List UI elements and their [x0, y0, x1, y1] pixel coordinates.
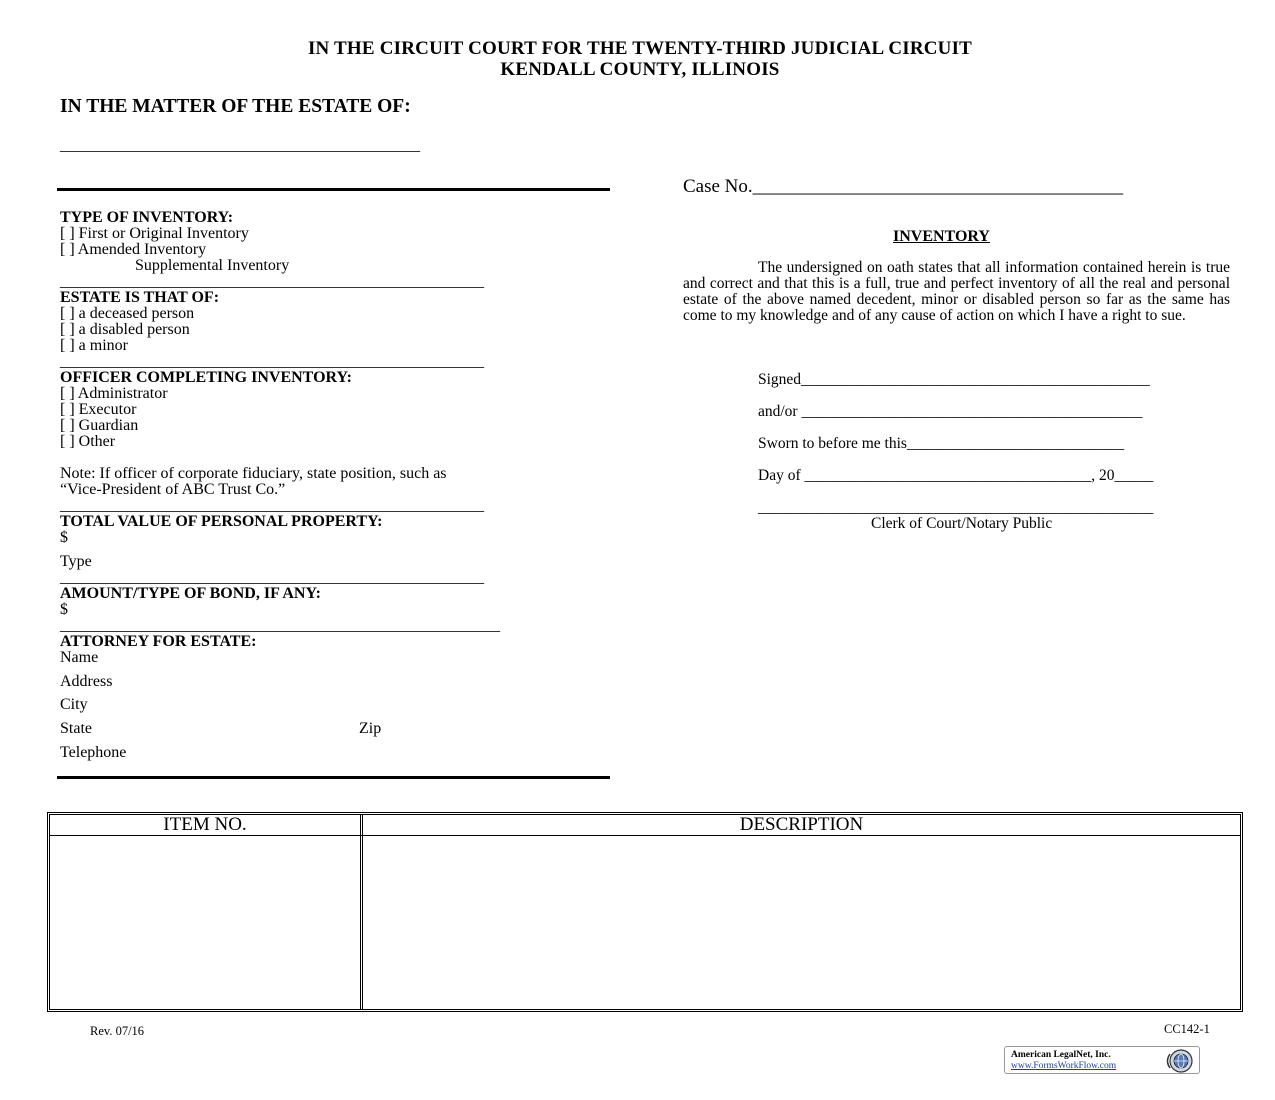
note-line-2: “Vice-President of ABC Trust Co.” [60, 481, 286, 498]
checkbox-guardian[interactable]: [ ] Guardian [60, 417, 139, 434]
divider: _____________________________________________________ [60, 353, 484, 370]
table-header-separator [50, 835, 1240, 836]
attorney-telephone[interactable]: Telephone [60, 744, 127, 761]
globe-icon [1161, 1048, 1197, 1074]
description-cell[interactable] [366, 837, 1238, 1007]
attorney-name[interactable]: Name [60, 649, 99, 666]
attorney-zip[interactable]: Zip [359, 720, 382, 737]
inventory-table [47, 812, 1243, 1012]
legalnet-logo[interactable] [1004, 1046, 1200, 1074]
checkbox-amended-inventory[interactable]: [ ] Amended Inventory [60, 241, 207, 258]
divider: _____________________________________________________ [60, 569, 484, 586]
checkbox-administrator[interactable]: [ ] Administrator [60, 385, 168, 402]
inventory-title: INVENTORY [893, 228, 990, 245]
attorney-city[interactable]: City [60, 696, 88, 713]
county-title: KENDALL COUNTY, ILLINOIS [500, 59, 780, 80]
logo-company-name: American LegalNet, Inc. [1011, 1050, 1111, 1060]
estate-is-title: ESTATE IS THAT OF: [60, 289, 220, 306]
checkbox-minor[interactable]: [ ] a minor [60, 337, 128, 354]
clerk-signature-line[interactable]: ___________________________________________________ [758, 499, 1154, 516]
table-column-separator [360, 815, 363, 1009]
checkbox-disabled[interactable]: [ ] a disabled person [60, 321, 190, 338]
divider: _____________________________________________________ [60, 273, 484, 290]
estate-name-blank[interactable]: _____________________________________________ [60, 137, 420, 154]
table-header-description: DESCRIPTION [739, 814, 864, 835]
signed-line[interactable]: Signed_____________________________________________ [758, 371, 1150, 388]
case-number-label: Case No. [683, 176, 753, 197]
item-no-cell[interactable] [52, 837, 358, 1007]
attorney-title: ATTORNEY FOR ESTATE: [60, 633, 257, 650]
note-line-1: Note: If officer of corporate fiduciary, state position, such as [60, 465, 447, 482]
table-header-item-no: ITEM NO. [163, 814, 247, 835]
bond-value[interactable]: $ [60, 601, 68, 618]
checkbox-executor[interactable]: [ ] Executor [60, 401, 137, 418]
attorney-address[interactable]: Address [60, 673, 113, 690]
andor-line[interactable]: and/or ____________________________________________ [758, 403, 1143, 420]
case-number-blank[interactable]: _______________________________________ [752, 176, 1124, 197]
form-number: CC142-1 [1164, 1022, 1210, 1036]
court-title: IN THE CIRCUIT COURT FOR THE TWENTY-THIRD JUDICIAL CIRCUIT [307, 38, 973, 59]
checkbox-deceased[interactable]: [ ] a deceased person [60, 305, 195, 322]
case-number[interactable] [683, 176, 1123, 198]
oath-paragraph: The undersigned on oath states that all information contained herein is true and correct and that this is a full, true and perfect inventory of all the real and personal estate of the above named decedent, minor or disabled person so far as the same has come to my knowledge and of any cause of action on which I have a right to sue. [683, 259, 1230, 324]
logo-website-link[interactable]: www.FormsWorkFlow.com [1011, 1061, 1117, 1071]
day-line[interactable]: Day of _____________________________________, 20_____ [758, 467, 1154, 484]
divider: _______________________________________________________ [60, 617, 500, 634]
clerk-label: Clerk of Court/Notary Public [871, 515, 1053, 532]
officer-title: OFFICER COMPLETING INVENTORY: [60, 369, 352, 386]
attorney-state[interactable]: State [60, 720, 92, 737]
left-top-rule [57, 188, 610, 191]
personal-property-title: TOTAL VALUE OF PERSONAL PROPERTY: [60, 513, 383, 530]
personal-property-value[interactable]: $ [60, 529, 68, 546]
personal-property-type[interactable]: Type [60, 553, 92, 570]
inventory-type-title: TYPE OF INVENTORY: [60, 209, 234, 226]
bond-title: AMOUNT/TYPE OF BOND, IF ANY: [60, 585, 321, 602]
supplemental-inventory-label: Supplemental Inventory [135, 257, 290, 274]
revision-date: Rev. 07/16 [90, 1024, 145, 1038]
checkbox-first-inventory[interactable]: [ ] First or Original Inventory [60, 225, 249, 242]
checkbox-other[interactable]: [ ] Other [60, 433, 116, 450]
left-bottom-rule [57, 776, 610, 779]
sworn-line[interactable]: Sworn to before me this____________________________ [758, 435, 1124, 452]
divider: _____________________________________________________ [60, 497, 484, 514]
estate-of-title: IN THE MATTER OF THE ESTATE OF: [60, 96, 411, 117]
